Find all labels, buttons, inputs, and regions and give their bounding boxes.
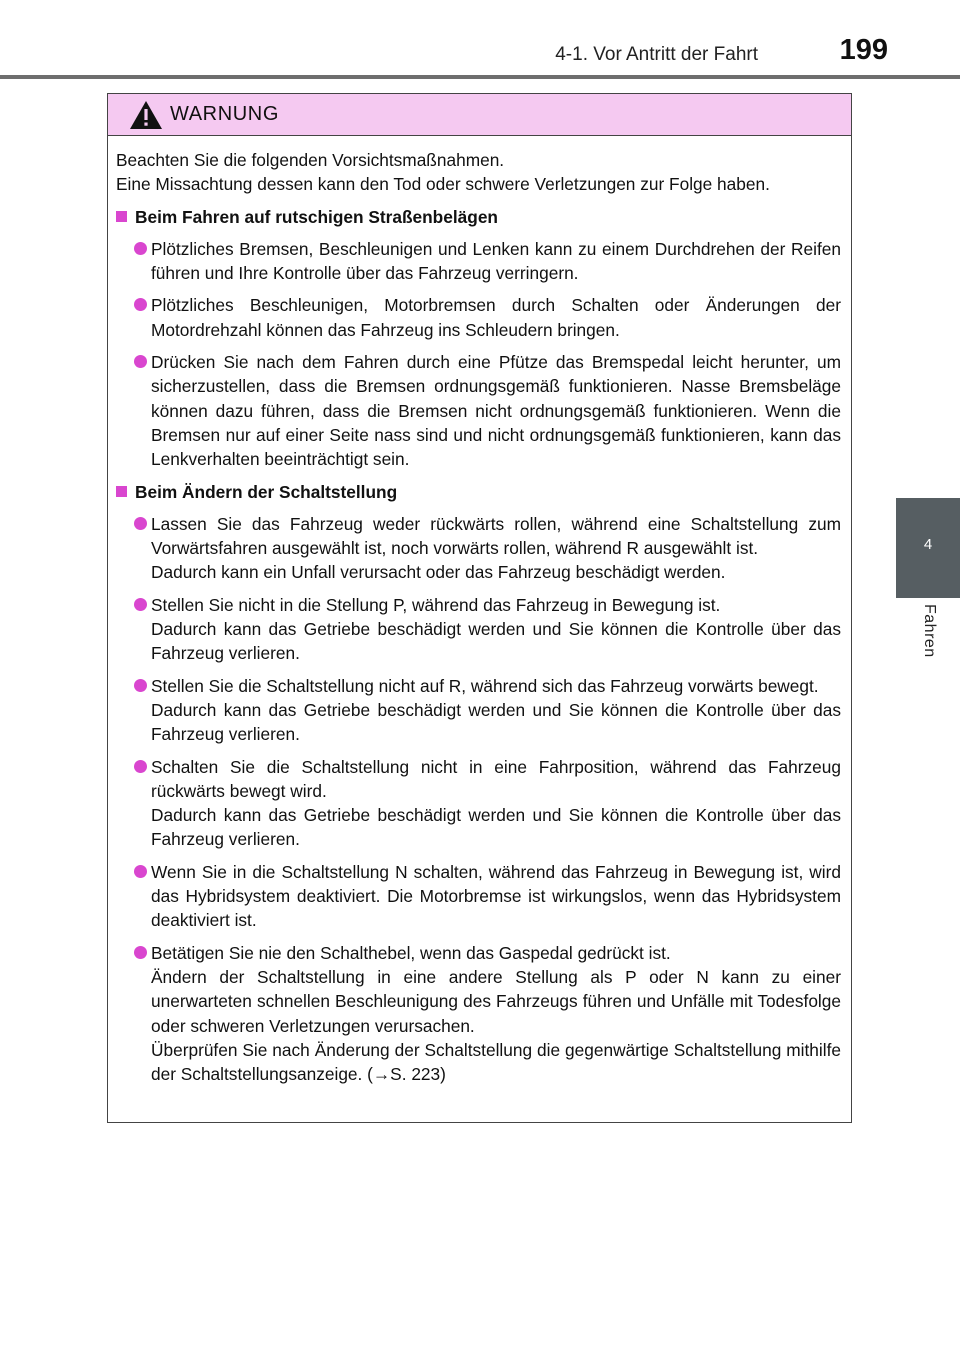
warning-body <box>108 136 851 1086</box>
section-heading-shift-position <box>116 480 841 504</box>
warning-triangle-icon <box>129 100 163 130</box>
section-heading-slippery-roads <box>116 205 841 229</box>
chapter-tab-label: Fahren <box>921 604 938 658</box>
list-item <box>116 860 841 933</box>
list-item <box>116 755 841 852</box>
list-item-text: Schalten Sie die Schaltstellung nicht in eine Fahrposition, während das Fahrzeug rückwärts bewegt wird. <box>151 756 841 801</box>
header-section-title: 4-1. Vor Antritt der Fahrt <box>555 44 758 65</box>
warning-title: WARNUNG <box>170 103 280 125</box>
bullet-dot-marker <box>134 242 147 255</box>
list-item-text: Dadurch kann ein Unfall verursacht oder das Fahrzeug beschädigt werden. <box>151 562 726 583</box>
chapter-tab[interactable] <box>896 498 960 596</box>
bullet-dot-marker <box>134 760 147 773</box>
list-item-text: Plötzliches Bremsen, Beschleunigen und Lenken kann zu einem Durchdrehen der Reifen führen und Ihre Kontrolle über das Fahrzeug verringern. <box>151 238 841 284</box>
list-item-text: Dadurch kann das Getriebe beschädigt werden und Sie können die Kontrolle über das Fahrzeug verlieren. <box>151 699 841 745</box>
list-item-text: Betätigen Sie nie den Schalthebel, wenn das Gaspedal gedrückt ist. <box>151 942 671 963</box>
section-square-marker <box>116 486 127 497</box>
list-item-text: Überprüfen Sie nach Änderung der Schaltstellung die gegenwärtige Schaltstellung mithilfe der Schaltstellungsanzeige. (→S. 223) <box>151 1039 841 1085</box>
list-item-text: Ändern der Schaltstellung in eine andere Stellung als P oder N kann zu einer unerwarteten schnellen Beschleunigung des Fahrzeugs führen und Unfälle mit Todesfolge oder schweren Verletzungen verursachen. <box>151 966 841 1036</box>
list-item <box>116 941 841 1087</box>
header-divider <box>0 75 960 79</box>
list-item-text: Dadurch kann das Getriebe beschädigt werden und Sie können die Kontrolle über das Fahrzeug verlieren. <box>151 805 841 850</box>
bullet-dot-marker <box>134 598 147 611</box>
list-item-text: Drücken Sie nach dem Fahren durch eine Pfütze das Bremspedal leicht herunter, um sicherzustellen, dass die Bremsen ordnungsgemäß funktionieren. Nasse Bremsbeläge können dazu führen, dass die Bremsen nicht ordnungsgemäß funktionieren. Wenn die Bremsen nur auf einer Seite nass sind und nicht ordnungsgemäß funktionieren, kann das Lenkverhalten beeinträchtigt sein. <box>151 352 841 470</box>
bullet-dot-marker <box>134 865 147 878</box>
chapter-tab-divider <box>896 596 960 598</box>
list-item <box>116 512 841 585</box>
bullet-dot-marker <box>134 946 147 959</box>
section-square-marker <box>116 211 127 222</box>
list-item <box>116 237 841 286</box>
warning-intro <box>116 148 841 197</box>
page-number: 199 <box>839 34 888 66</box>
list-item-text: Plötzliches Beschleunigen, Motorbremsen durch Schalten oder Änderungen der Motordrehzahl können das Fahrzeug ins Schleudern bringen. <box>151 295 841 340</box>
list-item <box>116 350 841 471</box>
list-item-text: Lassen Sie das Fahrzeug weder rückwärts rollen, während eine Schaltstellung zum Vorwärtsfahren ausgewählt ist, noch vorwärts rollen, während R ausgewählt ist. <box>151 513 841 559</box>
section-heading-text: Beim Ändern der Schaltstellung <box>135 481 398 502</box>
list-item <box>116 293 841 342</box>
warning-intro-line: Beachten Sie die folgenden Vorsichtsmaßnahmen. <box>116 150 505 170</box>
bullet-dot-marker <box>134 679 147 692</box>
chapter-tab-number: 4 <box>923 536 933 553</box>
warning-intro-line: Eine Missachtung dessen kann den Tod oder schwere Verletzungen zur Folge haben. <box>116 174 770 195</box>
list-item-text: Stellen Sie nicht in die Stellung P, während das Fahrzeug in Bewegung ist. <box>151 594 721 615</box>
warning-box <box>107 93 852 1123</box>
bullet-dot-marker <box>134 298 147 311</box>
list-item <box>116 593 841 666</box>
list-item-text: Stellen Sie die Schaltstellung nicht auf R, während sich das Fahrzeug vorwärts bewegt. <box>151 675 819 696</box>
section-heading-text: Beim Fahren auf rutschigen Straßenbelägen <box>135 206 498 227</box>
warning-header <box>108 94 851 136</box>
list-item-text: Wenn Sie in die Schaltstellung N schalten, während das Fahrzeug in Bewegung ist, wird das Hybridsystem deaktiviert. Die Motorbremse ist wirkungslos, wenn das Hybridsystem deaktiviert ist. <box>151 861 841 931</box>
list-item-text: Dadurch kann das Getriebe beschädigt werden und Sie können die Kontrolle über das Fahrzeug verlieren. <box>151 619 841 664</box>
bullet-dot-marker <box>134 355 147 368</box>
list-item <box>116 674 841 747</box>
bullet-dot-marker <box>134 517 147 530</box>
